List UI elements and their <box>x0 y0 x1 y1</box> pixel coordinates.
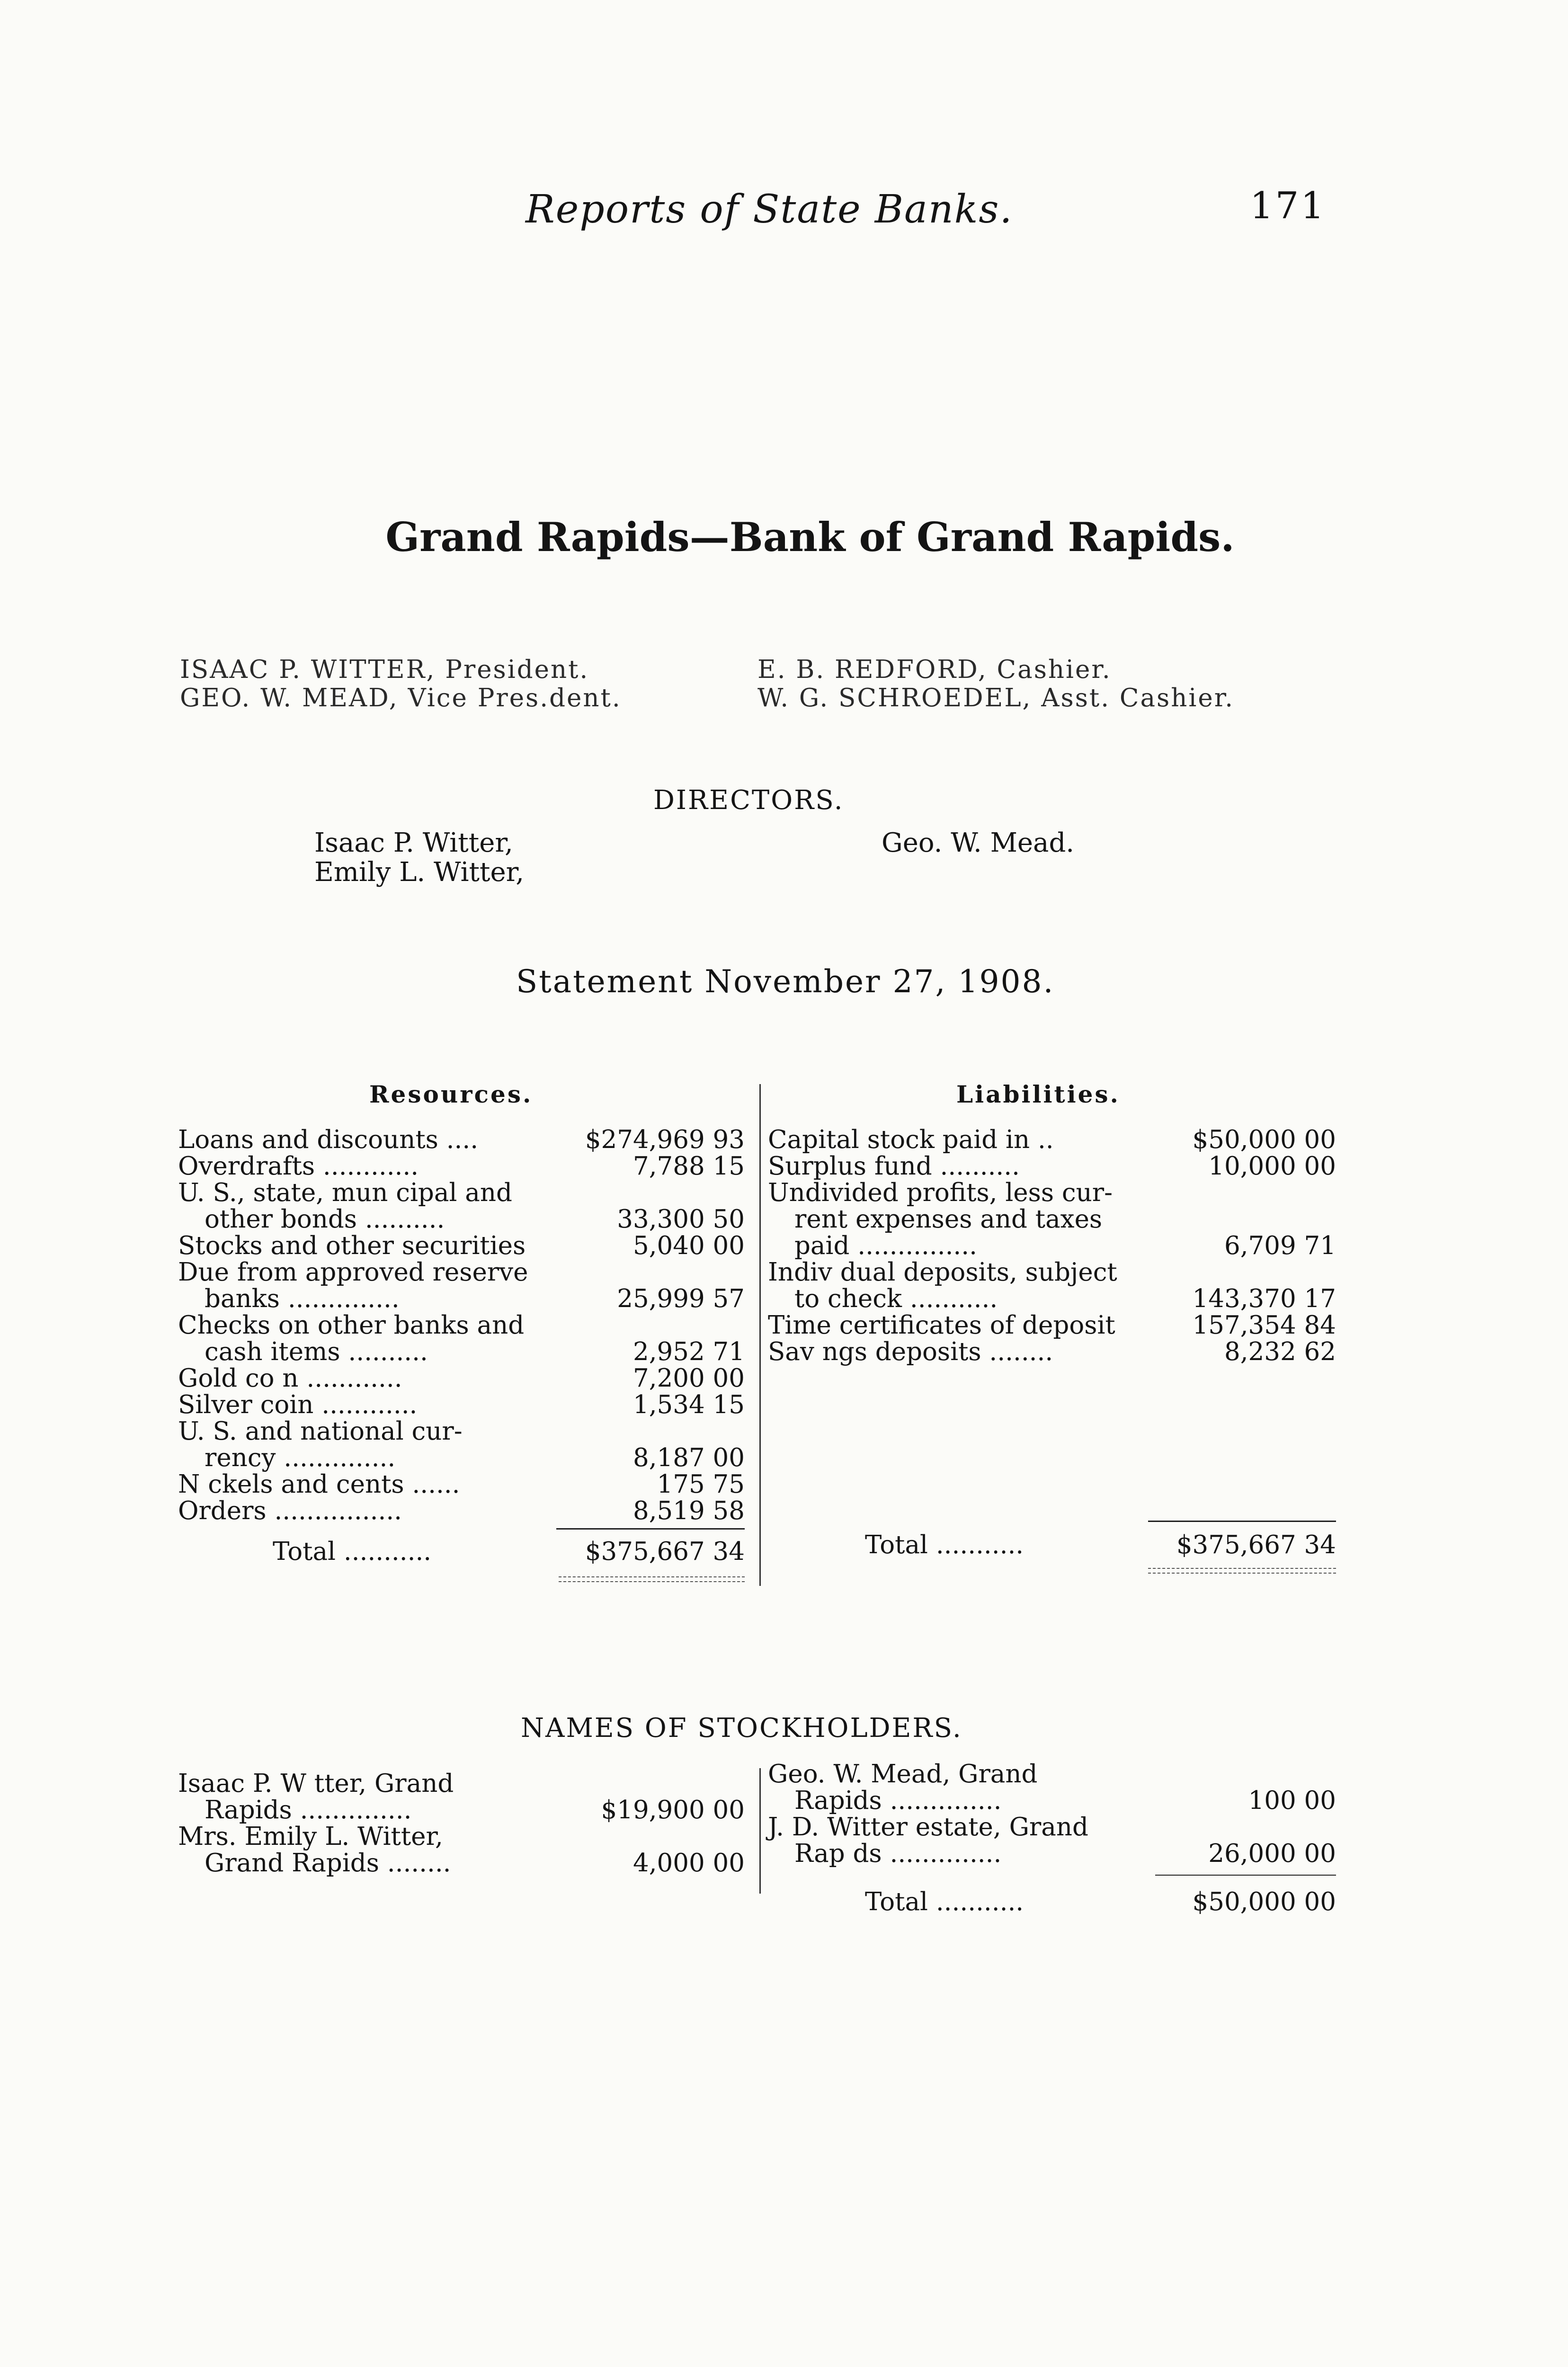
row-amount: 175 75 <box>657 1470 745 1499</box>
table-row <box>178 1206 745 1233</box>
director-name: Geo. W. Mead. <box>882 828 1075 858</box>
row-label: Orders ................ <box>178 1496 402 1525</box>
row-label: rent expenses and taxes <box>794 1205 1103 1234</box>
table-row <box>768 1233 1336 1259</box>
table-row <box>768 1841 1336 1867</box>
table-row <box>768 1814 1336 1841</box>
row-amount: 157,354 84 <box>1192 1311 1336 1340</box>
resources-table <box>178 1127 745 1524</box>
liabilities-total-amount: $375,667 34 <box>1176 1531 1336 1559</box>
column-divider <box>759 1084 761 1586</box>
stockholders-divider <box>759 1768 761 1894</box>
row-amount: 8,187 00 <box>633 1443 745 1472</box>
officer-vice-president: GEO. W. MEAD, Vice Pres.dent. <box>180 684 622 712</box>
row-label: Rapids .............. <box>794 1786 1002 1815</box>
table-row <box>178 1418 745 1445</box>
row-label: Rapids .............. <box>205 1796 412 1824</box>
row-amount: $19,900 00 <box>601 1796 745 1824</box>
row-amount: 143,370 17 <box>1192 1284 1336 1313</box>
row-label: Undivided profits, less cur- <box>768 1178 1113 1207</box>
officers-left <box>180 656 622 712</box>
row-label: J. D. Witter estate, Grand <box>768 1813 1088 1842</box>
row-label: Mrs. Emily L. Witter, <box>178 1822 443 1851</box>
row-amount: $274,969 93 <box>585 1125 745 1154</box>
table-row <box>178 1312 745 1339</box>
row-amount: 8,232 62 <box>1224 1337 1336 1366</box>
total-label: Total ........... <box>273 1537 432 1566</box>
table-row <box>178 1365 745 1392</box>
table-row <box>768 1339 1336 1365</box>
row-label: Capital stock paid in .. <box>768 1125 1054 1154</box>
stockholders-left <box>178 1771 745 1877</box>
table-row <box>178 1771 745 1797</box>
row-amount: 7,788 15 <box>633 1152 745 1181</box>
table-row <box>768 1312 1336 1339</box>
table-row <box>178 1153 745 1180</box>
table-row <box>178 1850 745 1877</box>
row-label: banks .............. <box>205 1284 400 1313</box>
row-label: Checks on other banks and <box>178 1311 525 1340</box>
row-label: Rap ds .............. <box>794 1839 1002 1868</box>
row-amount: 25,999 57 <box>617 1284 745 1313</box>
total-label: Total ........... <box>865 1531 1024 1559</box>
table-row <box>768 1761 1336 1788</box>
table-row <box>178 1797 745 1824</box>
table-row <box>768 1206 1336 1233</box>
row-amount: 10,000 00 <box>1208 1152 1336 1181</box>
directors-left <box>314 828 524 887</box>
officer-president: ISAAC P. WITTER, President. <box>180 655 589 684</box>
row-label: U. S., state, mun cipal and <box>178 1178 512 1207</box>
table-row <box>178 1498 745 1524</box>
row-amount: $50,000 00 <box>1192 1125 1336 1154</box>
row-label: Indiv dual deposits, subject <box>768 1258 1117 1287</box>
row-label: Isaac P. W tter, Grand <box>178 1769 454 1798</box>
row-label: Silver coin ............ <box>178 1390 418 1419</box>
row-amount: 4,000 00 <box>633 1849 745 1878</box>
row-label: paid ............... <box>794 1231 977 1260</box>
row-amount: 7,200 00 <box>633 1364 745 1393</box>
table-row <box>178 1233 745 1259</box>
liabilities-total-rule <box>1148 1521 1336 1522</box>
directors-right <box>882 828 1074 858</box>
page-number: 171 <box>1250 185 1326 227</box>
row-label: Surplus fund .......... <box>768 1152 1020 1181</box>
running-title: Reports of State Banks. <box>526 187 1013 232</box>
row-label: Geo. W. Mead, Grand <box>768 1760 1038 1789</box>
bank-title: Grand Rapids—Bank of Grand Rapids. <box>385 514 1235 561</box>
row-amount: 33,300 50 <box>617 1205 745 1234</box>
row-label: Loans and discounts .... <box>178 1125 479 1154</box>
directors-heading: DIRECTORS. <box>653 785 844 816</box>
row-label: Overdrafts ............ <box>178 1152 419 1181</box>
row-amount: 5,040 00 <box>633 1231 745 1260</box>
row-amount: 8,519 58 <box>633 1496 745 1525</box>
table-row <box>178 1180 745 1206</box>
liabilities-table <box>768 1127 1336 1365</box>
table-row <box>178 1471 745 1498</box>
table-row <box>178 1339 745 1365</box>
row-label: N ckels and cents ...... <box>178 1470 460 1499</box>
table-row <box>178 1259 745 1286</box>
table-row <box>178 1445 745 1471</box>
stockholders-right <box>768 1761 1336 1867</box>
row-amount: 6,709 71 <box>1224 1231 1336 1260</box>
row-amount: 26,000 00 <box>1208 1839 1336 1868</box>
table-row <box>178 1127 745 1153</box>
total-label: Total ........... <box>865 1887 1024 1916</box>
row-amount: 1,534 15 <box>633 1390 745 1419</box>
liabilities-double-rule <box>1148 1568 1336 1574</box>
resources-total-amount: $375,667 34 <box>585 1537 745 1566</box>
table-row <box>768 1286 1336 1312</box>
row-label: Time certificates of deposit <box>768 1311 1115 1340</box>
director-name: Isaac P. Witter, <box>314 828 513 858</box>
row-label: Grand Rapids ........ <box>205 1849 451 1878</box>
resources-double-rule <box>559 1576 745 1582</box>
resources-total-row <box>178 1539 745 1565</box>
officer-assistant-cashier: W. G. SCHROEDEL, Asst. Cashier. <box>757 684 1235 712</box>
row-label: Sav ngs deposits ........ <box>768 1337 1053 1366</box>
row-label: cash items .......... <box>205 1337 428 1366</box>
resources-total-rule <box>556 1528 745 1530</box>
stockholders-total-rule <box>1155 1875 1336 1876</box>
table-row <box>178 1286 745 1312</box>
director-name: Emily L. Witter, <box>314 857 525 888</box>
row-label: Gold co n ............ <box>178 1364 402 1393</box>
row-label: to check ........... <box>794 1284 998 1313</box>
table-row <box>768 1180 1336 1206</box>
resources-heading: Resources. <box>369 1080 533 1108</box>
officer-cashier: E. B. REDFORD, Cashier. <box>757 655 1112 684</box>
table-row <box>768 1788 1336 1814</box>
table-row <box>768 1259 1336 1286</box>
officers-right <box>757 656 1234 712</box>
row-label: Stocks and other securities <box>178 1231 526 1260</box>
table-row <box>178 1824 745 1850</box>
row-amount: 100 00 <box>1248 1786 1336 1815</box>
liabilities-heading: Liabilities. <box>956 1080 1120 1108</box>
table-row <box>768 1153 1336 1180</box>
stockholders-heading: NAMES OF STOCKHOLDERS. <box>521 1713 962 1744</box>
row-label: U. S. and national cur- <box>178 1417 463 1446</box>
row-amount: 2,952 71 <box>633 1337 745 1366</box>
row-label: other bonds .......... <box>205 1205 445 1234</box>
stockholders-total-row <box>768 1889 1336 1915</box>
liabilities-total-row <box>768 1532 1336 1558</box>
statement-title: Statement November 27, 1908. <box>516 963 1055 1000</box>
row-label: rency .............. <box>205 1443 396 1472</box>
table-row <box>768 1127 1336 1153</box>
stockholders-total-amount: $50,000 00 <box>1192 1887 1336 1916</box>
row-label: Due from approved reserve <box>178 1258 528 1287</box>
table-row <box>178 1392 745 1418</box>
